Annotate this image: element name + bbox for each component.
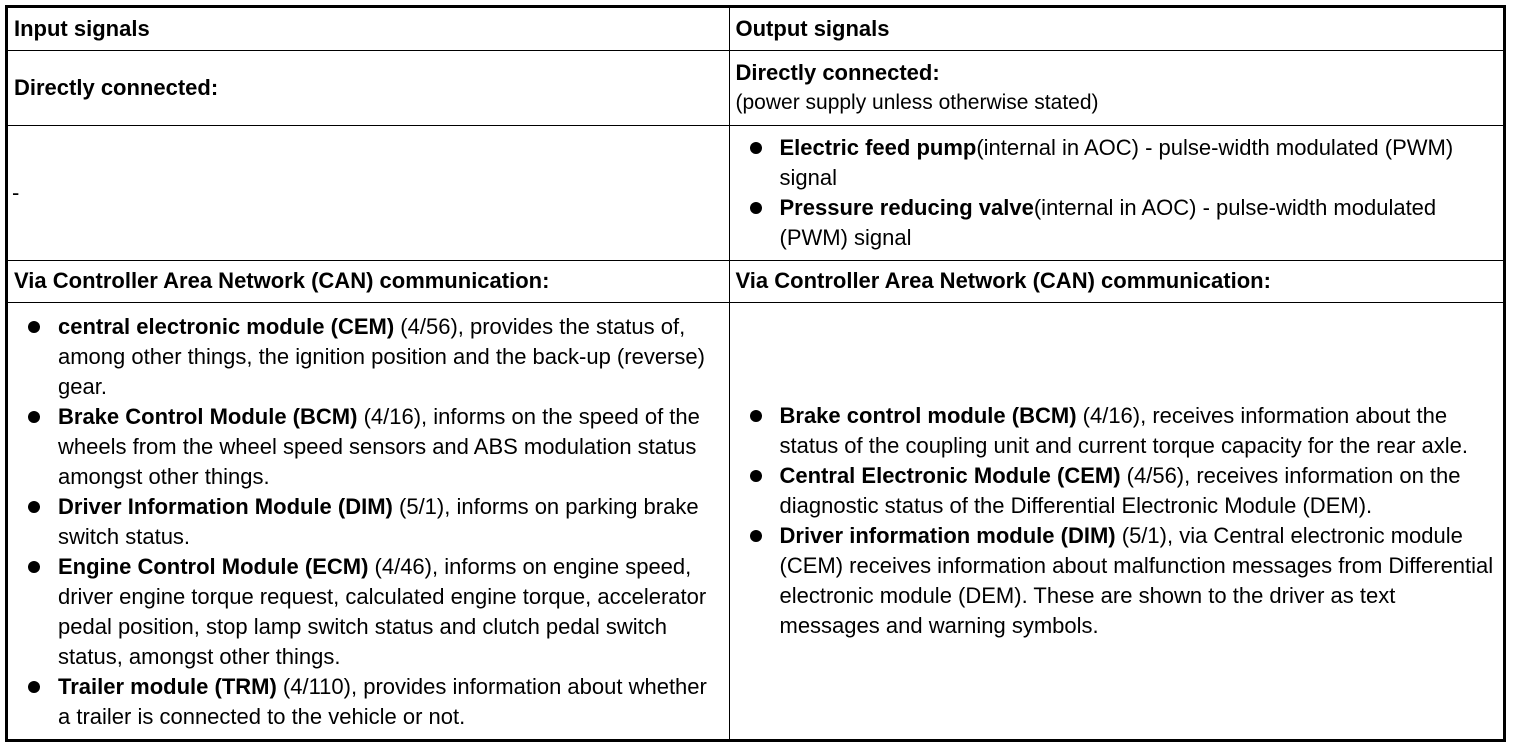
item-title: Brake Control Module (BCM): [58, 403, 358, 429]
list-item: [58, 552, 723, 672]
direct-label-row: [8, 50, 1503, 125]
input-direct-cell: [8, 50, 729, 125]
list-item: [780, 521, 1498, 641]
item-text: (4/16), receives information about the status of the coupling unit and current torque capacity for the rear axle.: [779, 402, 1469, 458]
input-signals-header: Input signals: [8, 8, 729, 50]
list-item: [58, 402, 723, 492]
item-title: Brake control module (BCM): [779, 402, 1077, 428]
item-title: central electronic module (CEM): [58, 313, 395, 339]
bullet-icon: [28, 501, 40, 513]
bullet-icon: [750, 410, 762, 422]
input-can-label: Via Controller Area Network (CAN) communication:: [8, 260, 729, 302]
output-direct-label: Directly connected:: [735, 59, 940, 85]
input-can-list: [14, 312, 723, 732]
list-item: [780, 133, 1498, 193]
output-can-list: [736, 401, 1498, 641]
input-direct-value: -: [12, 179, 20, 205]
bullet-icon: [750, 142, 762, 154]
item-text: (4/46), informs on engine speed, driver engine torque request, calculated engine torque, accelerator pedal position, stop lamp switch status and clutch pedal switch status, amongst other things.: [58, 553, 707, 669]
item-title: Trailer module (TRM): [58, 673, 277, 699]
bullet-icon: [750, 202, 762, 214]
item-title: Engine Control Module (ECM): [58, 553, 369, 579]
item-text: (5/1), via Central electronic module (CEM) receives information about malfunction messages from Differential electronic module (DEM). These are shown to the driver as text messages and warning symbols.: [779, 522, 1494, 638]
bullet-icon: [750, 470, 762, 482]
item-title: Pressure reducing valve: [779, 194, 1034, 220]
item-text: (5/1), informs on parking brake switch status.: [58, 493, 699, 549]
output-direct-cell: [729, 50, 1503, 125]
item-text: (4/16), informs on the speed of the wheels from the wheel speed sensors and ABS modulation status amongst other things.: [58, 403, 700, 489]
list-item: [780, 461, 1498, 521]
bullet-icon: [28, 321, 40, 333]
direct-content-row: [8, 125, 1503, 260]
header-row: [8, 8, 1503, 50]
output-signals-header: Output signals: [729, 8, 1503, 50]
signals-table-frame: [5, 5, 1506, 742]
item-text: (4/56), provides the status of, among other things, the ignition position and the back-up (reverse) gear.: [58, 313, 705, 399]
list-item: [58, 312, 723, 402]
list-item: [780, 193, 1498, 253]
item-text: (4/56), receives information on the diagnostic status of the Differential Electronic Module (DEM).: [779, 462, 1461, 518]
item-text: (internal in AOC) - pulse-width modulated (PWM) signal: [779, 134, 1454, 190]
list-item: [58, 492, 723, 552]
input-can-content: [8, 302, 729, 739]
item-title: Electric feed pump: [779, 134, 977, 160]
list-item: [58, 672, 723, 732]
output-direct-note: (power supply unless otherwise stated): [735, 90, 1099, 114]
bullet-icon: [750, 530, 762, 542]
input-direct-label: Directly connected:: [14, 74, 219, 100]
item-text: (4/110), provides information about whether a trailer is connected to the vehicle or not.: [58, 673, 707, 729]
can-label-row: [8, 260, 1503, 302]
item-title: Driver information module (DIM): [779, 522, 1116, 548]
bullet-icon: [28, 561, 40, 573]
output-can-content: [729, 302, 1503, 739]
list-item: [780, 401, 1498, 461]
input-direct-content: [8, 125, 729, 260]
bullet-icon: [28, 411, 40, 423]
bullet-icon: [28, 681, 40, 693]
output-can-label: Via Controller Area Network (CAN) communication:: [729, 260, 1503, 302]
output-direct-list: [736, 133, 1498, 253]
signals-table: [8, 8, 1503, 739]
output-direct-content: [729, 125, 1503, 260]
item-title: Central Electronic Module (CEM): [779, 462, 1121, 488]
item-text: (internal in AOC) - pulse-width modulated (PWM) signal: [779, 194, 1437, 250]
can-content-row: [8, 302, 1503, 739]
item-title: Driver Information Module (DIM): [58, 493, 393, 519]
